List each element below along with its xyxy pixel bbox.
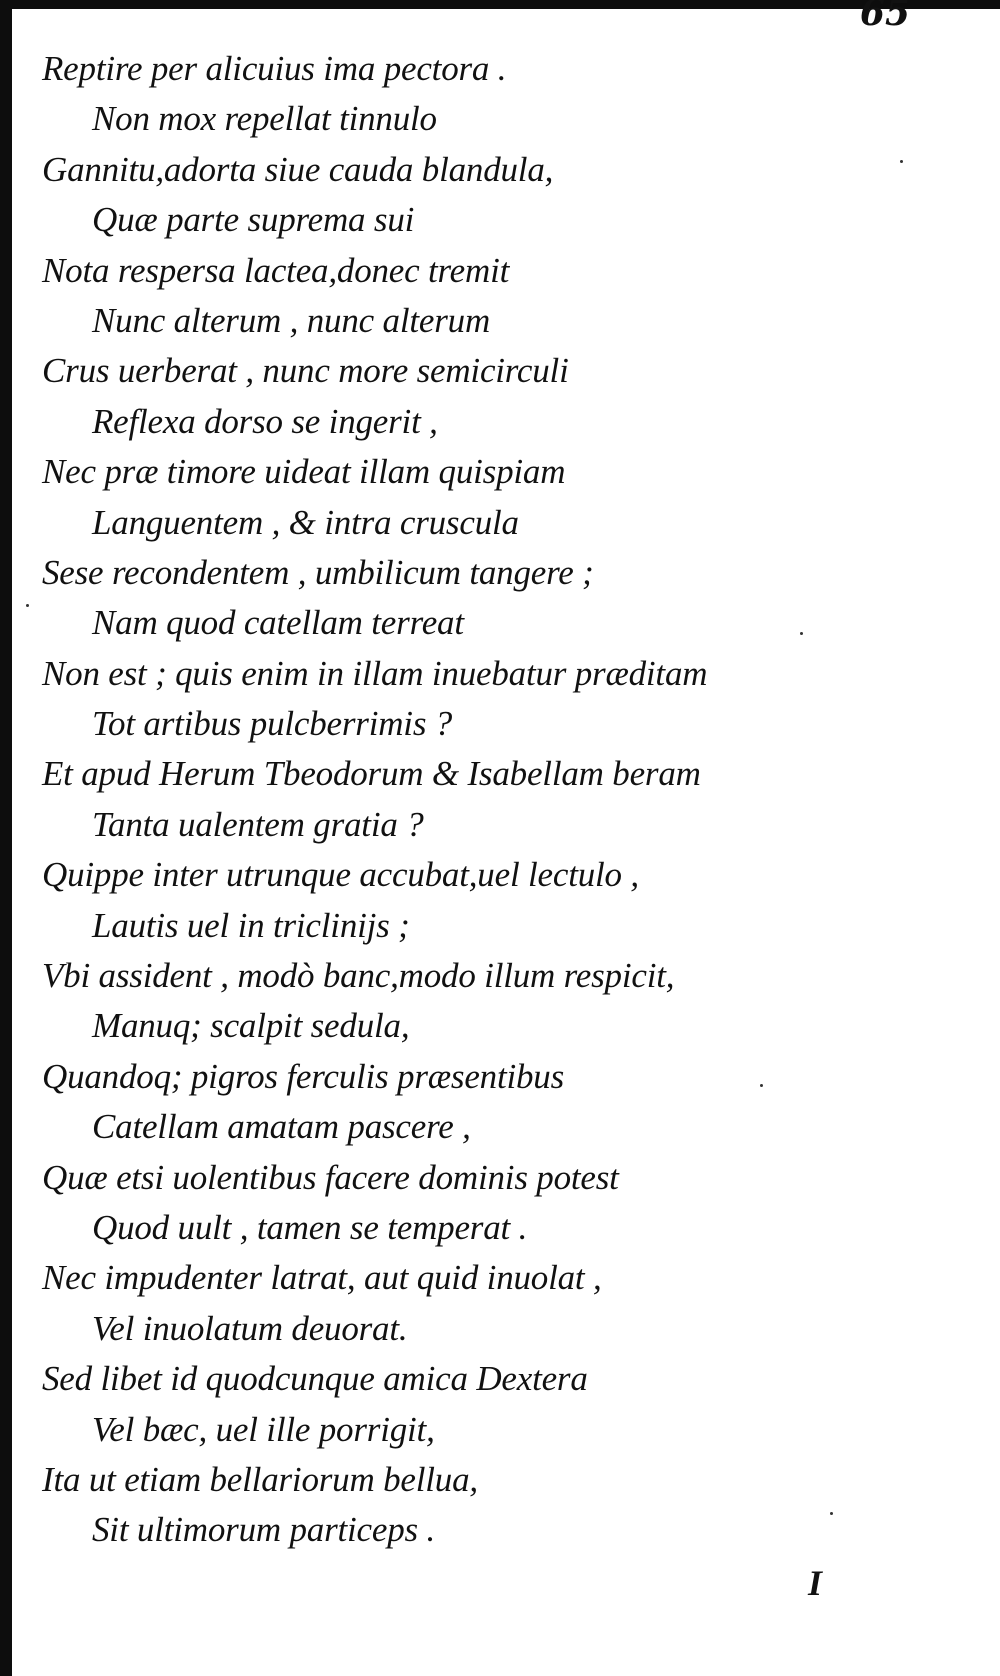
page-number: 65: [859, 0, 910, 34]
poem-line: Gannitu,adorta siue cauda blandula,: [42, 149, 554, 189]
ink-speck: [26, 604, 29, 607]
poem-line: Catellam amatam pascere ,: [92, 1107, 471, 1147]
poem-text: [42, 44, 962, 1556]
poem-line: Quandoq; pigros ferculis præsentibus: [42, 1056, 565, 1096]
poem-line: Crus uerberat , nunc more semicirculi: [42, 351, 569, 391]
poem-line: Quod uult , tamen se temperat .: [92, 1207, 528, 1247]
ink-speck: [760, 1084, 763, 1087]
ink-speck: [900, 160, 903, 163]
poem-line: Quæ parte suprema sui: [92, 200, 415, 240]
poem-line: Non mox repellat tinnulo: [92, 99, 437, 139]
poem-line: Languentem , & intra cruscula: [92, 502, 519, 542]
poem-line: Sese recondentem , umbilicum tangere ;: [42, 552, 594, 592]
poem-line: Sed libet id quodcunque amica Dextera: [42, 1359, 588, 1399]
poem-line: Nota respersa lactea,donec tremit: [42, 250, 510, 290]
poem-line: Vel inuolatum deuorat.: [92, 1308, 408, 1348]
poem-line: Reflexa dorso se ingerit ,: [92, 401, 438, 441]
poem-line: Sit ultimorum particeps .: [92, 1510, 436, 1550]
poem-line: Lautis uel in tricliniјs ;: [92, 905, 410, 945]
signature-mark: I: [808, 1563, 823, 1603]
poem-line: Vel bæc, uel ille porrigit,: [92, 1409, 435, 1449]
poem-line: Manuq; scalpit sedula,: [92, 1006, 410, 1046]
poem-line: Quæ etsi uolentibus facere dominis potest: [42, 1157, 619, 1197]
ink-speck: [800, 632, 803, 635]
poem-line: Nec impudenter latrat, aut quid inuolat ,: [42, 1258, 602, 1298]
page-top-border: [0, 0, 1000, 9]
poem-line: Et apud Herum Tbeodorum & Isabellam beram: [42, 754, 701, 794]
poem-line: Tot artibus pulcberrimis ?: [92, 704, 453, 744]
poem-line: Quippe inter utrunque accubat,uel lectulo ,: [42, 855, 639, 895]
ink-speck: [830, 1512, 833, 1515]
page-left-border: [0, 0, 12, 1676]
poem-line: Vbi assident , modò banc,modo illum respicit,: [42, 956, 675, 996]
poem-line: Ita ut etiam bellariorum bellua,: [42, 1459, 478, 1499]
poem-line: Non est ; quis enim in illam inuebatur præditam: [42, 653, 708, 693]
poem-line: Nam quod catellam terreat: [92, 603, 464, 643]
poem-line: Tanta ualentem gratia ?: [92, 804, 424, 844]
poem-line: Nunc alterum , nunc alterum: [92, 300, 491, 340]
poem-line: Reptire per alicuius ima pectora .: [42, 49, 507, 88]
poem-line: Nec præ timore uideat illam quispiam: [42, 452, 566, 492]
